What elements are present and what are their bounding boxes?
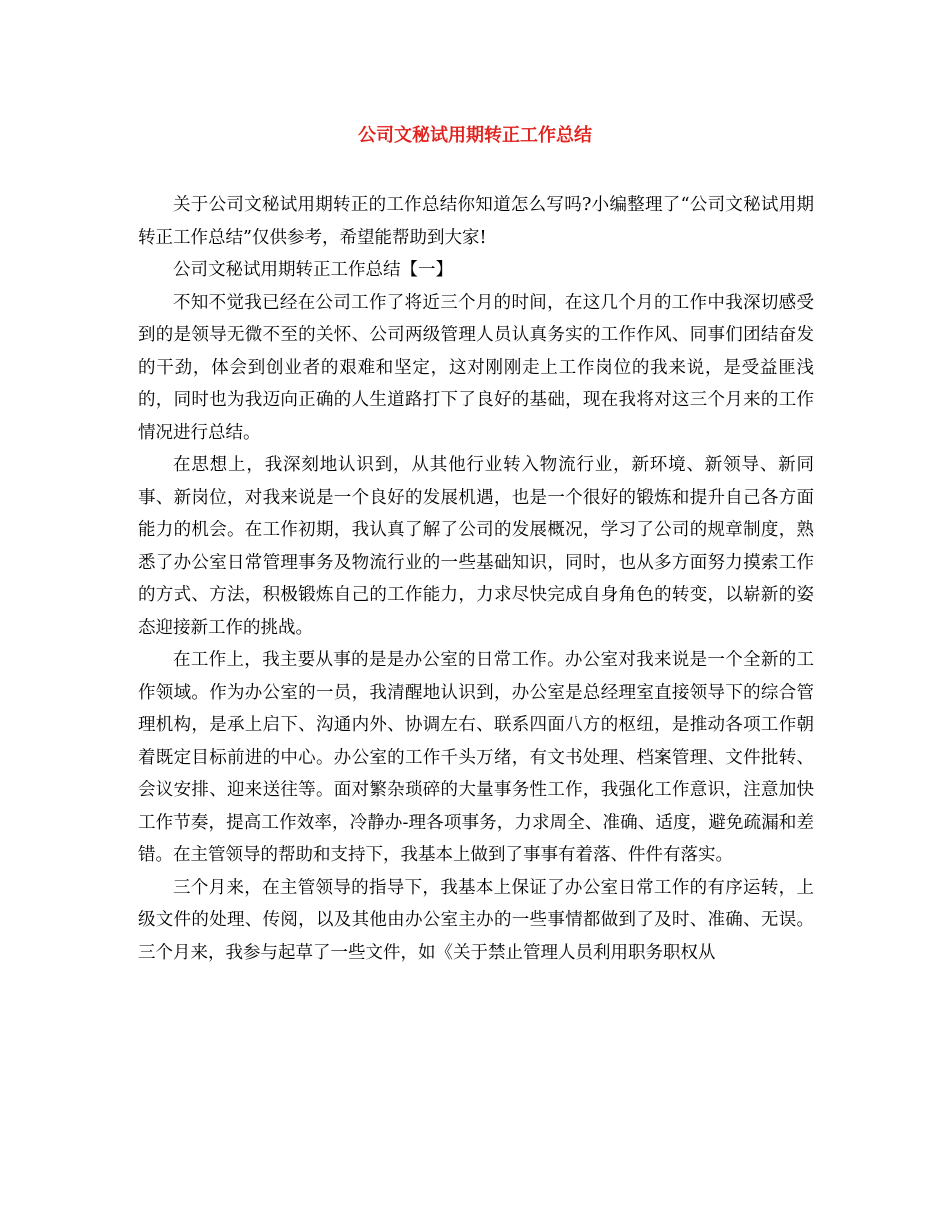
- document-body: [138, 189, 814, 969]
- section-heading: 公司文秘试用期转正工作总结【一】: [173, 260, 453, 280]
- paragraph-thinking: 在思想上，我深刻地认识到，从其他行业转入物流行业，新环境、新领导、新同事、新岗位，对我来说是一个良好的发展机遇，也是一个很好的锻炼和提升自己各方面能力的机会。在工作初期，我认真了解了公司的发展概况，学习了公司的规章制度，熟悉了办公室日常管理事务及物流行业的一些基础知识，同时，也从多方面努力摸索工作的方式、方法，积极锻炼自己的工作能力，力求尽快完成自身角色的转变，以崭新的姿态迎接新工作的挑战。: [138, 455, 814, 638]
- paragraph-intro: 关于公司文秘试用期转正的工作总结你知道怎么写吗?小编整理了“公司文秘试用期转正工作总结”仅供参考，希望能帮助到大家!: [138, 195, 814, 248]
- document-title: 公司文秘试用期转正工作总结: [358, 125, 592, 146]
- paragraph-overview: 不知不觉我已经在公司工作了将近三个月的时间，在这几个月的工作中我深切感受到的是领导无微不至的关怀、公司两级管理人员认真务实的工作作风、同事们团结奋发的干劲，体会到创业者的艰难和坚定，这对刚刚走上工作岗位的我来说，是受益匪浅的，同时也为我迈向正确的人生道路打下了良好的基础，现在我将对这三个月来的工作情况进行总结。: [138, 292, 814, 443]
- paragraph-work: 在工作上，我主要从事的是是办公室的日常工作。办公室对我来说是一个全新的工作领域。作为办公室的一员，我清醒地认识到，办公室是总经理室直接领导下的综合管理机构，是承上启下、沟通内外、协调左右、联系四面八方的枢纽，是推动各项工作朝着既定目标前进的中心。办公室的工作千头万绪，有文书处理、档案管理、文件批转、会议安排、迎来送往等。面对繁杂琐碎的大量事务性工作，我强化工作意识，注意加快工作节奏，提高工作效率，冷静办-理各项事务，力求周全、准确、适度，避免疏漏和差错。在主管领导的帮助和支持下，我基本上做到了事事有着落、件件有落实。: [138, 650, 814, 865]
- paragraph-three-months: 三个月来，在主管领导的指导下，我基本上保证了办公室日常工作的有序运转，上级文件的处理、传阅，以及其他由办公室主办的一些事情都做到了及时、准确、无误。三个月来，我参与起草了一些文件，如《关于禁止管理人员利用职务职权从: [138, 877, 814, 963]
